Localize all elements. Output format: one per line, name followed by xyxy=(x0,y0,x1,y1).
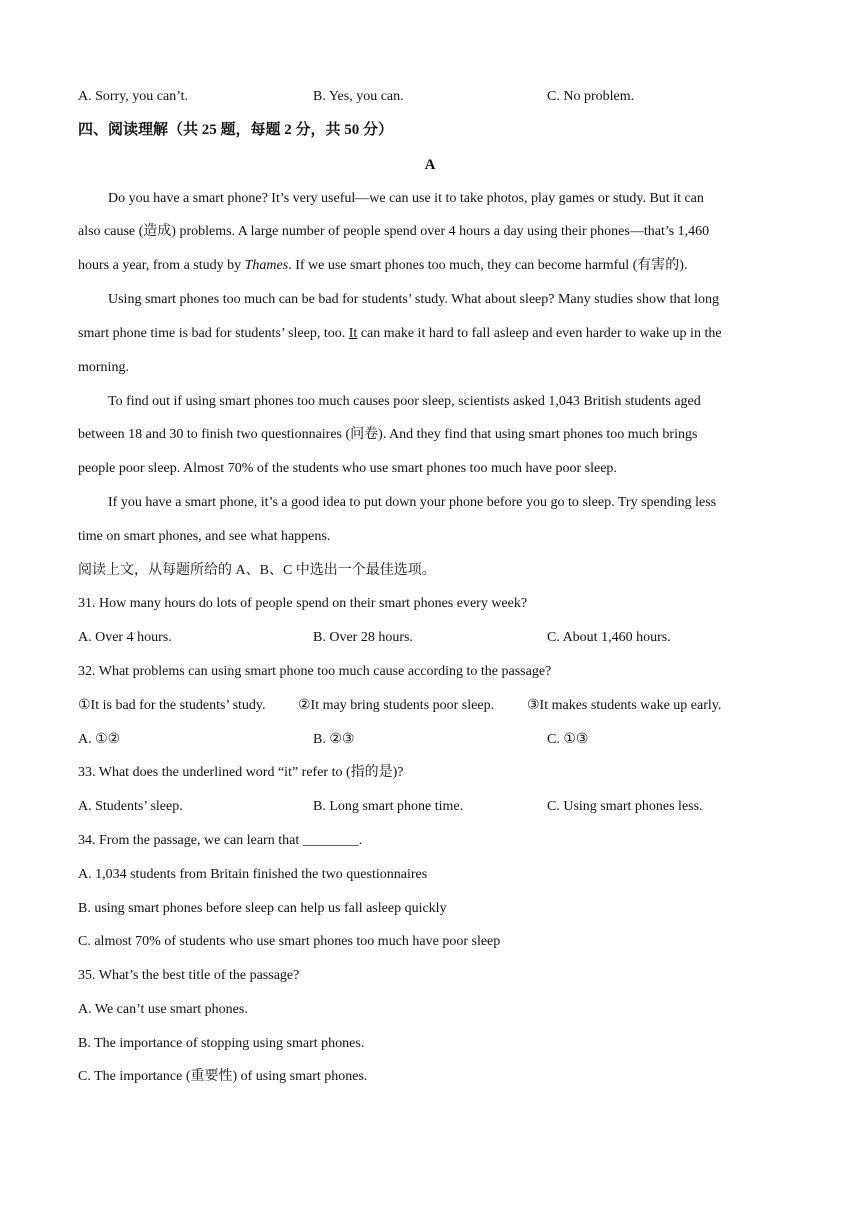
question-32-statement-3: ③It makes students wake up early. xyxy=(527,698,722,713)
question-34-option-c: C. almost 70% of students who use smart phones too much have poor sleep xyxy=(78,934,501,949)
prev-option-b: B. Yes, you can. xyxy=(313,89,404,104)
instruction: 阅读上文，从每题所给的 A、B、C 中选出一个最佳选项。 xyxy=(78,563,436,578)
question-33-option-a: A. Students’ sleep. xyxy=(78,799,183,814)
passage-p1-line1: Do you have a smart phone? It’s very useful—we can use it to take photos, play games or study. But it can xyxy=(108,191,704,206)
question-35-stem: 35. What’s the best title of the passage? xyxy=(78,968,300,983)
question-32-option-a: A. ①② xyxy=(78,732,121,747)
underlined-word: It xyxy=(348,326,358,341)
passage-p1-line3 xyxy=(78,257,687,275)
question-34-stem: 34. From the passage, we can learn that ________. xyxy=(78,833,363,848)
passage-label: A xyxy=(424,157,436,173)
passage-p4-line2: time on smart phones, and see what happens. xyxy=(78,529,331,544)
prev-option-c: C. No problem. xyxy=(547,89,635,104)
passage-p2-line3: morning. xyxy=(78,360,129,375)
question-31-option-c: C. About 1,460 hours. xyxy=(547,630,671,645)
passage-p2-line1: Using smart phones too much can be bad for students’ study. What about sleep? Many studies show that long xyxy=(108,292,719,307)
passage-p1-line2: also cause (造成) problems. A large number of people spend over 4 hours a day using their phones—that’s 1,460 xyxy=(78,224,710,239)
question-35-option-b: B. The importance of stopping using smart phones. xyxy=(78,1036,365,1051)
question-33-option-c: C. Using smart phones less. xyxy=(547,799,703,814)
question-35-option-c: C. The importance (重要性) of using smart phones. xyxy=(78,1069,368,1084)
question-33-stem: 33. What does the underlined word “it” refer to (指的是)? xyxy=(78,765,404,780)
passage-p4-line1: If you have a smart phone, it’s a good idea to put down your phone before you go to sleep. Try spending less xyxy=(108,495,717,510)
prev-option-a: A. Sorry, you can’t. xyxy=(78,89,189,104)
passage-text: . If we use smart phones too much, they can become harmful (有害的). xyxy=(288,258,688,273)
question-31-option-b: B. Over 28 hours. xyxy=(313,630,413,645)
passage-p2-line2 xyxy=(78,325,722,343)
question-33-option-b: B. Long smart phone time. xyxy=(313,799,464,814)
source-name: Thames xyxy=(244,258,289,273)
question-32-option-c: C. ①③ xyxy=(547,732,589,747)
question-32-stem: 32. What problems can using smart phone too much cause according to the passage? xyxy=(78,664,552,679)
passage-p3-line1: To find out if using smart phones too much causes poor sleep, scientists asked 1,043 British students aged xyxy=(108,394,701,409)
section-heading: 四、阅读理解（共 25 题，每题 2 分，共 50 分） xyxy=(78,122,394,138)
passage-p3-line3: people poor sleep. Almost 70% of the students who use smart phones too much have poor sleep. xyxy=(78,461,617,476)
question-31-stem: 31. How many hours do lots of people spend on their smart phones every week? xyxy=(78,596,528,611)
question-32-statement-2: ②It may bring students poor sleep. xyxy=(298,698,495,713)
question-32-statement-1: ①It is bad for the students’ study. xyxy=(78,698,266,713)
question-32-option-b: B. ②③ xyxy=(313,732,355,747)
passage-text: can make it hard to fall asleep and even harder to wake up in the xyxy=(357,326,722,341)
question-34-option-a: A. 1,034 students from Britain finished the two questionnaires xyxy=(78,867,428,882)
question-31-option-a: A. Over 4 hours. xyxy=(78,630,172,645)
question-34-option-b: B. using smart phones before sleep can help us fall asleep quickly xyxy=(78,901,447,916)
question-35-option-a: A. We can’t use smart phones. xyxy=(78,1002,248,1017)
passage-p3-line2: between 18 and 30 to finish two questionnaires (问卷). And they find that using smart phones too much brings xyxy=(78,427,698,442)
passage-text: smart phone time is bad for students’ sleep, too. xyxy=(78,326,349,341)
passage-text: hours a year, from a study by xyxy=(78,258,245,273)
